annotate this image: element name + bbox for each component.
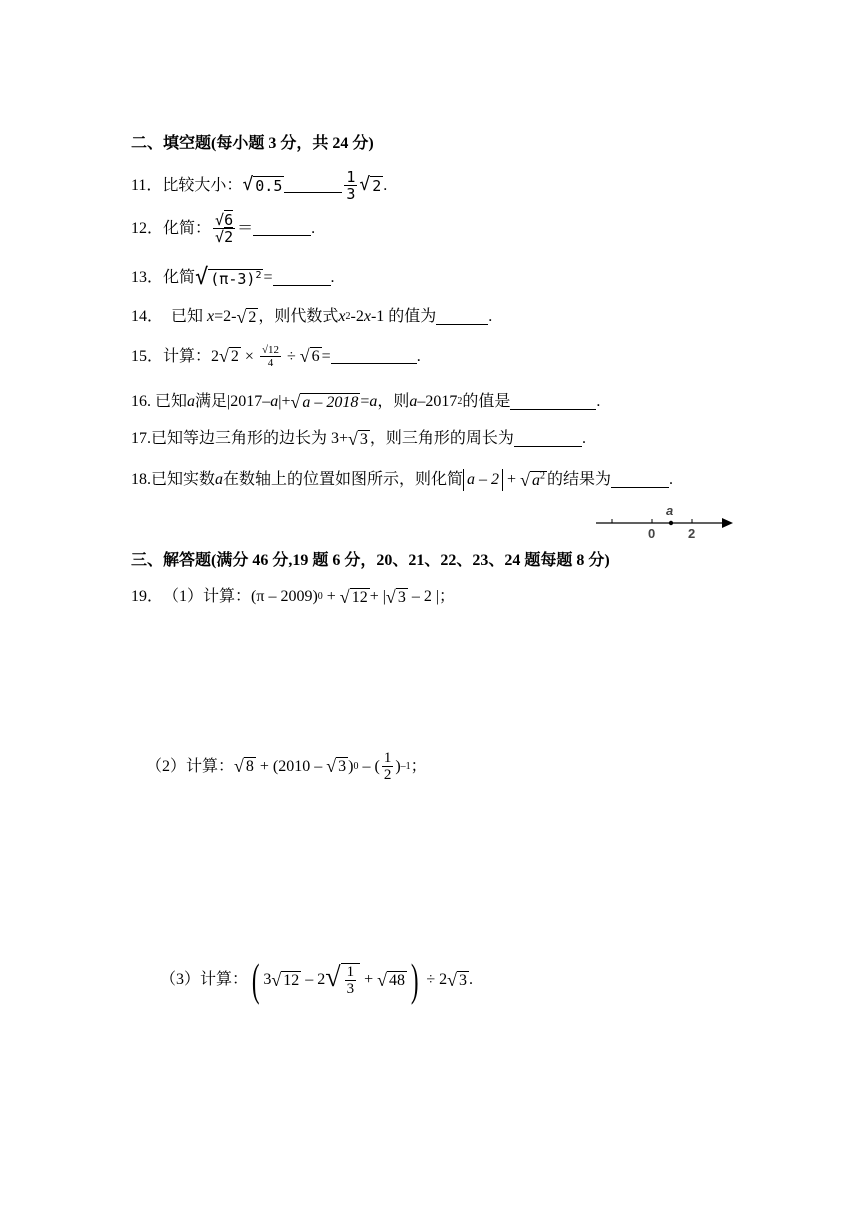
question-number: 19． — [131, 588, 164, 605]
variable: x — [338, 308, 346, 325]
sqrt-expression: √ 48 — [377, 969, 406, 990]
question-15 — [131, 344, 421, 369]
variable: a — [369, 393, 378, 410]
text: 在数轴上的位置如图所示，则化简 — [223, 471, 464, 488]
answer-blank — [611, 473, 669, 488]
sqrt-expression: √ $a^2$ — [520, 469, 545, 490]
question-11 — [131, 169, 387, 202]
text: –2017 — [417, 393, 458, 410]
part-label: （3）计算： — [160, 971, 249, 988]
variable: x — [363, 308, 371, 325]
question-18 — [131, 469, 673, 491]
question-number: 17. — [131, 430, 151, 447]
period: . — [383, 176, 388, 194]
fraction: $\frac{1}{2}$ — [383, 750, 392, 783]
text: ，则三角形的周长为 — [369, 430, 514, 447]
text: =2- — [214, 308, 237, 325]
text: 已知实数 — [151, 471, 216, 488]
sqrt-expression: √ a – 2018 — [290, 391, 359, 412]
divide-sign: ÷ — [283, 347, 300, 365]
fraction: $\frac{1}{3}$ — [346, 168, 356, 203]
equals-sign: = — [321, 347, 331, 365]
sqrt-expression: √ 8 — [234, 756, 254, 776]
question-17 — [131, 428, 586, 450]
text: ÷ 2 — [422, 971, 448, 988]
question-number: 18. — [131, 471, 151, 488]
text: ，则代数式 — [258, 308, 339, 325]
variable: a — [215, 471, 224, 488]
text: 的结果为 — [546, 471, 611, 488]
question-19-part-3 — [160, 954, 474, 1005]
sqrt-expression: √ 3 — [385, 586, 406, 607]
sqrt-expression: √ $(\pi-3)^2$ — [195, 264, 262, 290]
sqrt-expression: √ 3 — [348, 428, 368, 449]
period: . — [469, 971, 474, 988]
plus-sign: + — [503, 471, 521, 488]
text: |+ — [278, 393, 291, 410]
question-19-part-1: 19． （1）计算： (π – 2009) 0 + √ 12 + | √ 3 – 2 |； — [131, 586, 456, 607]
question-number: 12． — [131, 219, 164, 237]
sqrt-expression: √ 3 — [447, 969, 468, 990]
text: – 2 |； — [407, 588, 456, 605]
sqrt-fraction: √ $\frac{1}{3}$ — [325, 963, 360, 997]
section-3-title: 三、解答题(满分 46 分,19 题 6 分，20、21、22、23、24 题每题 8 分) — [131, 552, 610, 569]
tick-label-0: 0 — [648, 526, 656, 541]
variable: x — [207, 308, 215, 325]
left-paren: ( — [251, 954, 260, 1005]
text: (π – 2009) — [251, 588, 318, 605]
number-line — [590, 500, 740, 542]
equals-sign: = — [263, 269, 273, 286]
period: . — [488, 308, 493, 325]
period: . — [596, 393, 601, 410]
question-number: 16. — [131, 393, 155, 410]
text: = — [360, 393, 370, 410]
question-number: 14． — [131, 308, 164, 325]
text: -2 — [350, 308, 364, 325]
question-prefix: 比较大小： — [162, 176, 243, 194]
period: . — [330, 269, 335, 286]
text: 的值是 — [462, 393, 511, 410]
text: – 2 — [301, 971, 326, 988]
question-number: 15． — [131, 347, 164, 365]
answer-blank — [510, 395, 596, 410]
sqrt-expression: √ 6 — [299, 346, 320, 366]
period: . — [668, 471, 673, 488]
answer-blank — [514, 432, 582, 447]
right-paren: ) — [410, 954, 419, 1005]
variable: a — [187, 393, 196, 410]
question-number: 11． — [131, 176, 163, 194]
text: 3 — [263, 971, 272, 988]
text: 已知 — [155, 393, 188, 410]
sqrt-expression: √ 12 — [339, 586, 368, 607]
question-16: 16. 已知 a 满足|2017– a |+ √ a – 2018 = a ，则 a –2017 2 的值是 . — [131, 391, 601, 412]
text: ，则 — [377, 393, 410, 410]
question-13 — [131, 264, 335, 290]
question-prefix: 化简： — [163, 219, 212, 237]
answer-blank — [253, 221, 311, 236]
period: . — [311, 219, 316, 237]
sqrt-expression: √ 2 — [219, 346, 239, 366]
question-number: 13． — [131, 269, 164, 286]
equals-sign: ＝ — [237, 219, 254, 237]
question-prefix: 计算：2 — [163, 347, 220, 365]
sqrt-expression: √ 2 — [236, 306, 257, 327]
text: -1 的值为 — [370, 308, 437, 325]
times-sign: × — [240, 347, 258, 365]
fraction: $\frac{√6}{√2}$ — [215, 211, 234, 246]
tick-label-2: 2 — [688, 526, 696, 541]
sqrt-expression: √ 0.5 — [242, 174, 283, 195]
period: . — [416, 347, 421, 365]
answer-blank — [273, 271, 331, 286]
text: + — [322, 588, 340, 605]
section-2-title: 二、填空题(每小题 3 分，共 24 分) — [131, 135, 374, 152]
part-label: （1）计算： — [163, 588, 252, 605]
text: ) — [348, 757, 354, 775]
text: + (2010 – — [255, 757, 327, 775]
text: 满足|2017– — [195, 393, 271, 410]
answer-blank — [436, 310, 488, 325]
text: 已知等边三角形的边长为 3+ — [151, 430, 349, 447]
question-12 — [131, 212, 315, 245]
sqrt-expression: √ 3 — [326, 756, 347, 776]
text: ) — [395, 757, 401, 775]
answer-blank — [331, 349, 417, 364]
period: . — [581, 430, 586, 447]
absolute-value: a – 2 — [463, 469, 503, 491]
question-19-part-2: （2）计算： √ 8 + (2010 – √ 3 ) 0 – ( $\frac{1}{2}$ ) –1 ； — [146, 750, 427, 783]
answer-blank — [284, 178, 342, 193]
point-a — [669, 521, 673, 525]
question-14: 14． 已知 x =2- √ 2 ，则代数式 x 2 -2 x -1 的值为 . — [131, 306, 493, 327]
question-prefix: 化简 — [163, 269, 196, 286]
text: + | — [369, 588, 386, 605]
question-prefix: 已知 — [163, 308, 208, 325]
sqrt-expression: √ 12 — [271, 969, 300, 990]
point-a-label: a — [666, 503, 674, 518]
text: + — [360, 971, 378, 988]
sqrt-expression: √ 2 — [359, 174, 382, 195]
text: – ( — [358, 757, 380, 775]
part-label: （2）计算： — [146, 757, 235, 775]
variable: a — [409, 393, 418, 410]
fraction: $\frac{√12}{4}$ — [261, 344, 279, 369]
text: ； — [410, 757, 427, 775]
variable: a — [270, 393, 279, 410]
